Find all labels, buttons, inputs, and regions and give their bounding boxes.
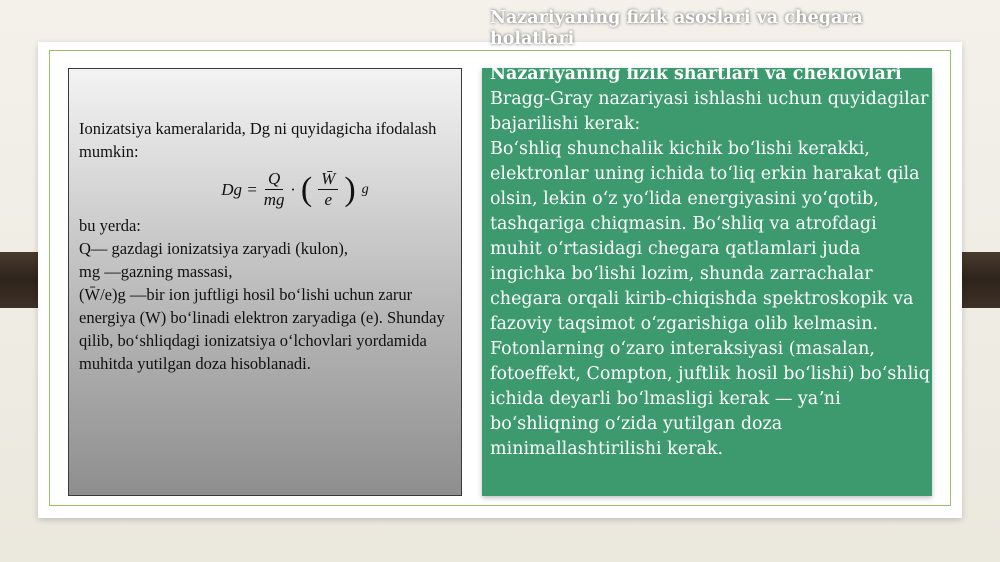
where-label: bu yerda: <box>79 216 141 235</box>
intro-text: Ionizatsiya kameralarida, Dg ni quyidagicha ifodalash mumkin: <box>79 119 437 161</box>
w-definition: (W̄/e)g —bir ion juftligi hosil boʻlishi uchun zarur energiya (W) boʻlinadi elektron zaryadiga (e). Shunday qilib, boʻshliqdagi ionizatsiya oʻlchovlari yordamida muhitda yutilgan doza hisoblanadi. <box>79 285 445 373</box>
requirements-body: Boʻshliq shunchalik kichik boʻlishi kerakki, elektronlar uning ichida toʻliq erkin harakat qila olsin, lekin oʻz yoʻlida energiyasini yoʻqotib, tashqariga chiqmasin. Boʻshliq va atrofdagi muhit oʻrtasidagi chegara qatlamlari juda ingichka boʻlishi lozim, shunda zarrachalar chegara orqali kirib-chiqishda spektroskopik va fazoviy taqsimot oʻzgarishiga olib kelmasin. Fotonlarning oʻzaro interaksiyasi (masalan, fotoeffekt, Compton, juftlik hosil boʻlishi) boʻshliq ichida deyarli boʻlmasligi kerak — yaʼni boʻshliqning oʻzida yutilgan doza minimallashtirilishi kerak. <box>490 139 930 459</box>
fraction-denominator-e: e <box>324 190 332 209</box>
formula-subscript: g <box>361 181 369 197</box>
fraction-numerator-w: W̄ <box>318 169 338 190</box>
left-panel <box>68 68 462 496</box>
m-definition: mg —gazning massasi, <box>79 262 233 281</box>
formula-lhs: Dg = <box>221 180 258 199</box>
paren-open: ( <box>300 170 313 208</box>
fraction-numerator: Q <box>265 169 283 190</box>
paren-close: ) <box>344 170 356 208</box>
right-subtitle: Nazariyaning fizik shartlari va cheklovlari <box>490 64 902 84</box>
formula-dot: · <box>290 180 295 199</box>
fraction-denominator: mg <box>263 190 285 209</box>
q-definition: Q— gazdagi ionizatsiya zaryadi (kulon), <box>79 239 348 258</box>
right-panel-text <box>490 62 930 462</box>
requirements-intro: Bragg-Gray nazariyasi ishlashi uchun quyidagilar bajarilishi kerak: <box>490 89 929 134</box>
slide-title: Nazariyaning fizik asoslari va chegara holatlari <box>490 8 863 49</box>
dose-formula <box>139 169 451 210</box>
fraction-q-over-m <box>264 169 285 210</box>
fraction-w-over-e <box>318 169 338 210</box>
